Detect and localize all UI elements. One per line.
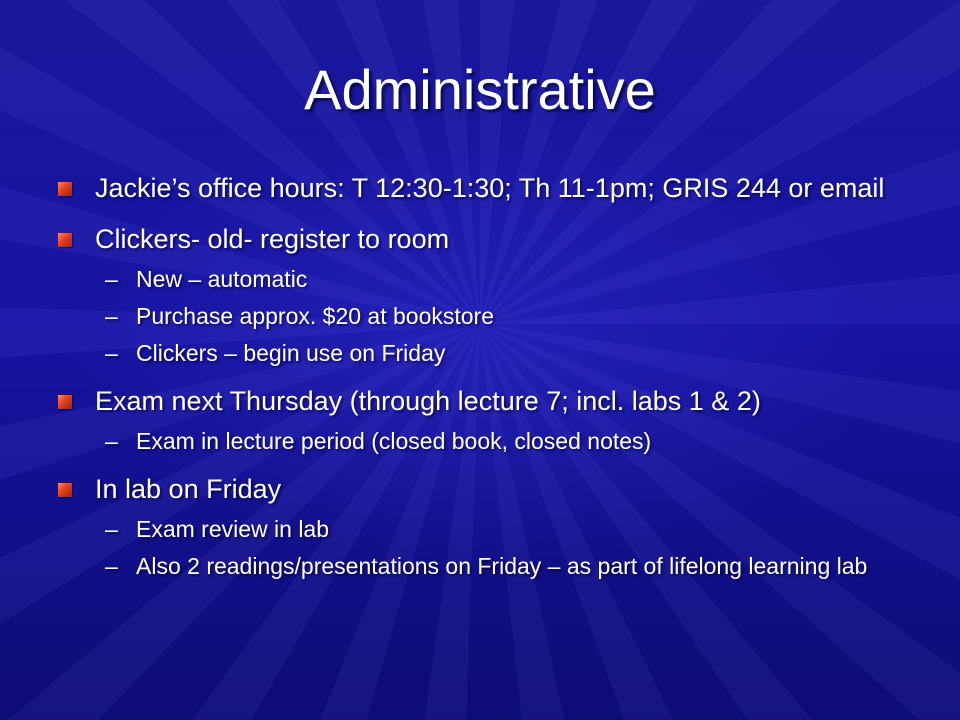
dash-bullet: – <box>105 340 118 366</box>
slide-title: Administrative <box>304 58 656 121</box>
sub-bullet-item <box>58 553 918 579</box>
bullet-item <box>58 223 918 255</box>
sub-bullet-text: Exam review in lab <box>136 516 330 542</box>
square-bullet-icon <box>58 233 72 247</box>
dash-bullet: – <box>105 553 118 579</box>
sub-bullet-text: Purchase approx. $20 at bookstore <box>136 303 495 329</box>
sub-bullet-text: Clickers – begin use on Friday <box>136 340 446 366</box>
dash-bullet: – <box>105 266 118 292</box>
square-bullet-icon <box>58 182 72 196</box>
sub-bullet-text: Also 2 readings/presentations on Friday – as part of lifelong learning lab <box>136 553 868 579</box>
bullet-text: In lab on Friday <box>95 474 282 504</box>
square-bullet-icon <box>58 395 72 409</box>
slide-content <box>58 172 918 579</box>
square-bullet-icon <box>58 483 72 497</box>
bullet-text: Clickers- old- register to room <box>95 224 450 254</box>
bullet-item <box>58 473 918 505</box>
bullet-text: Jackie’s office hours: T 12:30-1:30; Th 11-1pm; GRIS 244 or email <box>95 173 885 203</box>
sub-bullet-text: Exam in lecture period (closed book, closed notes) <box>136 428 652 454</box>
sub-bullet-item <box>58 516 918 542</box>
bullet-text: Exam next Thursday (through lecture 7; incl. labs 1 & 2) <box>95 386 761 416</box>
sub-bullet-text: New – automatic <box>136 266 308 292</box>
dash-bullet: – <box>105 428 118 454</box>
sub-bullet-item <box>58 428 918 454</box>
sub-bullet-item <box>58 266 918 292</box>
sub-bullet-item <box>58 340 918 366</box>
sub-bullet-item <box>58 303 918 329</box>
dash-bullet: – <box>105 303 118 329</box>
dash-bullet: – <box>105 516 118 542</box>
bullet-item <box>58 385 918 417</box>
bullet-item <box>58 172 918 204</box>
